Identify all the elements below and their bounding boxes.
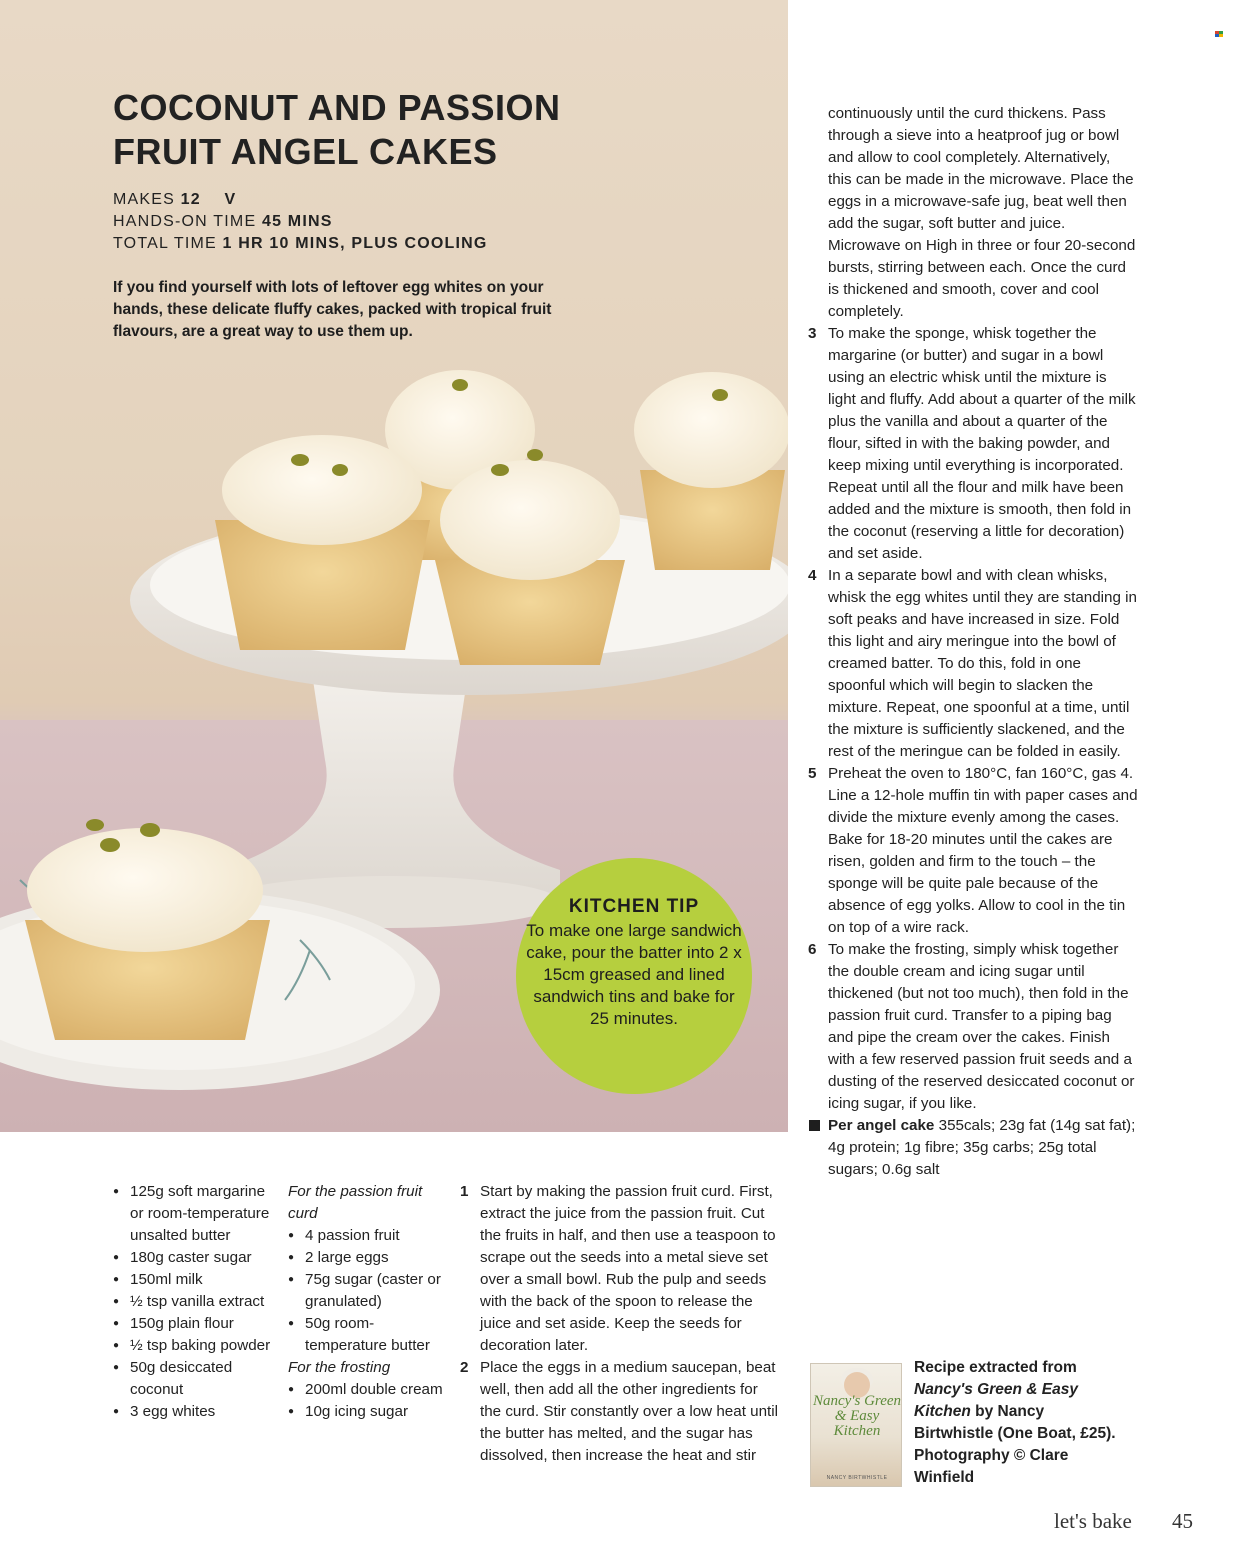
ingredient-item: ● 150g plain flour — [113, 1313, 273, 1335]
step-continued: continuously until the curd thickens. Pass through a sieve into a heatproof jug or bowl and allow to cool completely. Alternatively, this can be made in the microwave. Place the eggs in a microwave-safe jug, beat well then add the sugar, soft butter and juice. Microwave on High in three or four 20-second bursts, stirring between each. Once the curd is thickened and smooth, cover and cool completely. — [828, 105, 1136, 320]
total-time-value: 1 HR 10 MINS, PLUS COOLING — [222, 235, 488, 252]
footer-section-name: let's bake — [1054, 1509, 1132, 1533]
ingredients-sub — [288, 1181, 448, 1423]
step-text: To make the sponge, whisk together the margarine (or butter) and sugar in a bowl using an electric whisk until the mixture is light and fluffy. Add about a quarter of the milk plus the vanilla and about a quarter of the flour, sifted in with the baking powder, and keep mixing until everything is incorporated. Repeat until all the flour and milk have been added and the mixture is smooth, then fold in the coconut (reserving a little for decoration) and set aside. — [828, 325, 1136, 562]
step-text: Preheat the oven to 180°C, fan 160°C, gas 4. Line a 12-hole muffin tin with paper cases and divide the mixture evenly among the cases. Bake for 18-20 minutes until the cakes are risen, golden and firm to the touch – the sponge will be quite pale because of the absence of egg yolks. Allow to cool in the tin on top of a wire rack. — [828, 765, 1138, 936]
ingredient-item: ● ½ tsp baking powder — [113, 1335, 273, 1357]
ingredient-item: ● 125g soft margarine or room-temperature unsalted butter — [113, 1181, 273, 1247]
makes-value: 12 — [180, 191, 201, 208]
book-cover-author: NANCY BIRTWHISTLE — [826, 1475, 888, 1481]
recipe-credit — [914, 1357, 1124, 1489]
total-time-label: TOTAL TIME — [113, 235, 217, 252]
hands-on-row — [113, 211, 488, 233]
ingredient-item: ● 180g caster sugar — [113, 1247, 273, 1269]
hands-on-value: 45 MINS — [261, 213, 333, 230]
ingredient-item: ● 4 passion fruit — [288, 1225, 448, 1247]
credit-line-2: by Nancy Birtwhistle (One Boat, £25). Photography © Clare Winfield — [914, 1403, 1116, 1486]
step-text: To make the frosting, simply whisk together the double cream and icing sugar until thickened (but not too much), then fold in the passion fruit curd. Transfer to a piping bag and pipe the cream over the cakes. Finish with a few reserved passion fruit seeds and a dusting of the reserved desiccated coconut or icing sugar, if you like. — [828, 941, 1135, 1112]
nutrition-text: 355cals; 23g fat (14g sat fat); 4g protein; 1g fibre; 35g carbs; 25g total sugars; 0.6g salt — [828, 1117, 1136, 1178]
method-step — [460, 1357, 780, 1467]
ingredient-item: ● 50g desiccated coconut — [113, 1357, 273, 1401]
kitchen-tip-circle — [516, 858, 752, 1094]
makes-row — [113, 189, 488, 211]
credit-book-title: Nancy's Green & Easy Kitchen — [914, 1381, 1078, 1420]
ingredient-item: ● ½ tsp vanilla extract — [113, 1291, 273, 1313]
step-text: In a separate bowl and with clean whisks, whisk the egg whites until they are standing in soft peaks and have increased in size. Fold this light and airy meringue into the bowl of creamed batter. To do this, fold in one spoonful which will begin to slacken the mixture. Repeat, one spoonful at a time, until the mixture is sufficiently slackened, and the rest of the meringue can be folded in easily. — [828, 567, 1137, 760]
step-number: 6 — [808, 941, 817, 958]
ingredient-item: ● 75g sugar (caster or granulated) — [288, 1269, 448, 1313]
step-number: 2 — [460, 1359, 469, 1376]
nutrition-info — [808, 1115, 1138, 1181]
step-text: Place the eggs in a medium saucepan, beat well, then add all the other ingredients for the curd. Stir constantly over a low heat until the butter has melted, and the sugar has dissolved, then increase the heat and stir — [480, 1359, 778, 1464]
vegetarian-badge: V — [224, 191, 237, 208]
makes-label: MAKES — [113, 191, 176, 208]
step-number: 3 — [808, 325, 817, 342]
curd-heading: For the passion fruit curd — [288, 1183, 423, 1222]
step-number: 1 — [460, 1183, 469, 1200]
method-column-1 — [460, 1181, 780, 1467]
page-number: 45 — [1172, 1509, 1193, 1533]
ingredient-item: ● 200ml double cream — [288, 1379, 448, 1401]
square-bullet-icon — [809, 1120, 820, 1131]
book-cover-title: Nancy's Green & Easy Kitchen — [812, 1393, 902, 1439]
book-cover-image — [810, 1363, 902, 1487]
nutrition-label: Per angel cake — [828, 1117, 935, 1134]
ingredients-main — [113, 1181, 273, 1423]
ingredient-item: ● 50g room-temperature butter — [288, 1313, 448, 1357]
recipe-meta — [113, 189, 488, 255]
ingredient-item: ● 10g icing sugar — [288, 1401, 448, 1423]
method-step — [808, 565, 1138, 763]
kitchen-tip-title: KITCHEN TIP — [568, 896, 700, 917]
method-step — [460, 1181, 780, 1357]
method-step — [808, 939, 1138, 1115]
frosting-heading: For the frosting — [288, 1359, 391, 1376]
recipe-intro: If you find yourself with lots of leftover egg whites on your hands, these delicate fluffy cakes, packed with tropical fruit flavours, are a great way to use them up. — [113, 279, 552, 340]
step-text: Start by making the passion fruit curd. First, extract the juice from the passion fruit. Cut the fruits in half, and then use a teaspoon to scrape out the seeds into a metal sieve set over a small bowl. Rub the pulp and seeds with the back of the spoon to release the juice and set aside. Keep the seeds for decoration later. — [480, 1183, 776, 1354]
method-column-2 — [808, 103, 1138, 1181]
hands-on-label: HANDS-ON TIME — [113, 213, 257, 230]
credit-line-1: Recipe extracted from — [914, 1359, 1077, 1376]
page-title: COCONUT AND PASSION FRUIT ANGEL CAKES — [113, 87, 561, 172]
method-step — [808, 323, 1138, 565]
step-number: 5 — [808, 765, 817, 782]
color-mark-icon — [1215, 31, 1224, 38]
kitchen-tip-body: To make one large sandwich cake, pour the batter into 2 x 15cm greased and lined sandwich tins and bake for 25 minutes. — [526, 921, 742, 1028]
ingredient-item: ● 3 egg whites — [113, 1401, 273, 1423]
ingredient-item: ● 2 large eggs — [288, 1247, 448, 1269]
ingredient-item: ● 150ml milk — [113, 1269, 273, 1291]
method-step — [808, 763, 1138, 939]
step-number: 4 — [808, 567, 817, 584]
total-time-row — [113, 233, 488, 255]
